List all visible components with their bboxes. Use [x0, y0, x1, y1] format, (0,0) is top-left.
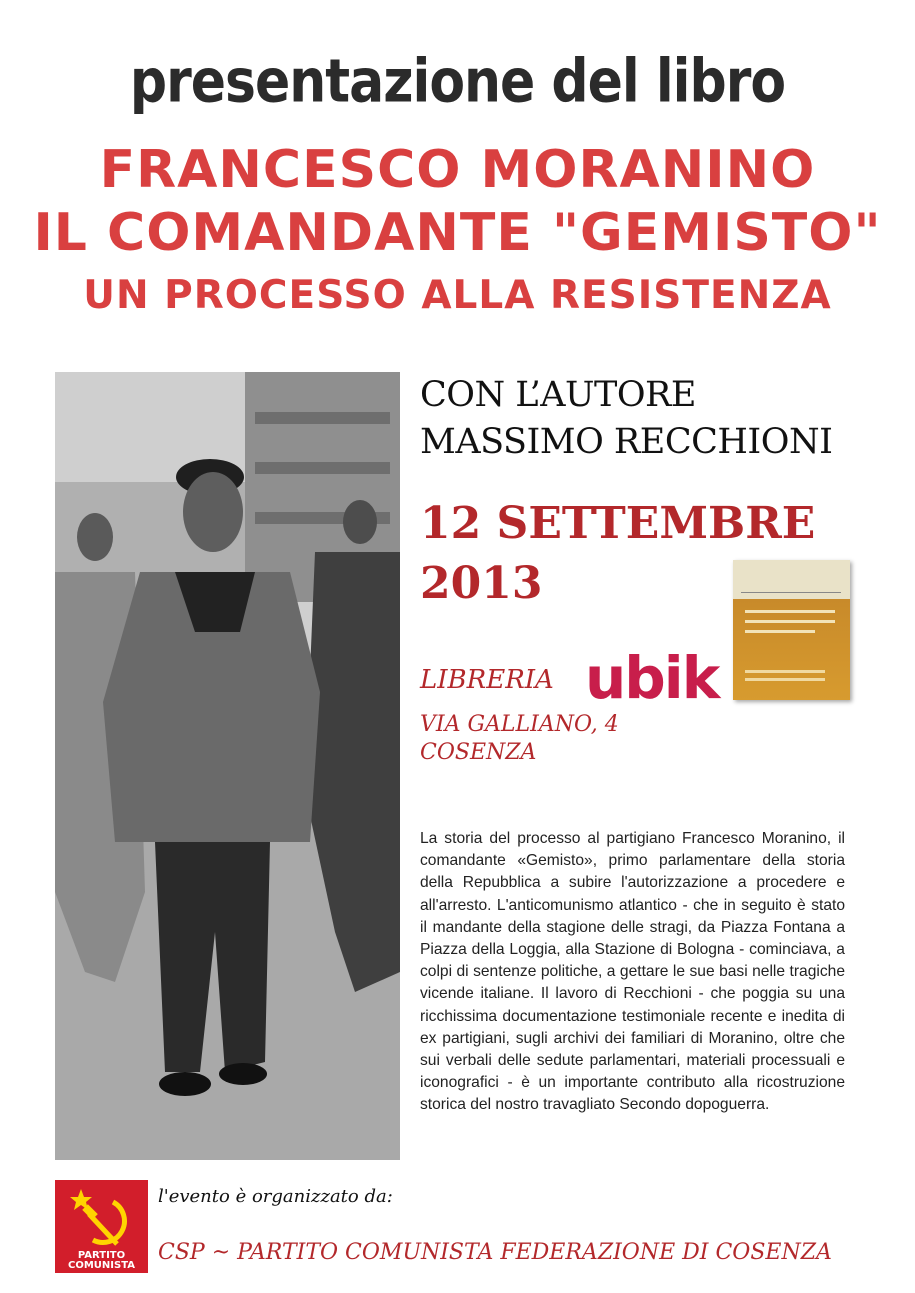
book-title-line-2: IL COMANDANTE "GEMISTO" [33, 203, 882, 263]
logo-text-line-2: COMUNISTA [68, 1260, 135, 1271]
event-date-day-month: 12 SETTEMBRE [420, 498, 816, 549]
book-subtitle: UN PROCESSO ALLA RESISTENZA [83, 273, 832, 318]
event-date-year: 2013 [420, 558, 543, 609]
ubik-logo: ubik [585, 644, 719, 712]
venue-label: LIBRERIA [420, 665, 554, 695]
logo-text-line-1: PARTITO [77, 1250, 126, 1261]
organizer-name: CSP ~ PARTITO COMUNISTA FEDERAZIONE DI COSENZA [158, 1240, 832, 1265]
party-logo [55, 1180, 148, 1273]
book-description: La storia del processo al partigiano Francesco Moranino, il comandante «Gemisto», primo parlamentare della storia della Repubblica a subire l'autorizzazione a procedere e all'arresto. L'anticomunismo atlantico - che in seguito è stato il mandante della stagione delle stragi, da Piazza Fontana a Piazza della Loggia, alla Stazione di Bologna - cominciava, a colpi di sentenze politiche, a gettare le sue basi nelle tragiche vicende italiane. Il lavoro di Recchioni - che poggia su una ricchissima documentazione testimoniale recente e inedita di ex partigiani, sugli archivi dei familiari di Moranino, oltre che sui verbali delle sedute parlamentari, materiali processuali e iconografici - è un importante contributo alla ricostruzione storica del nostro travagliato Secondo dopoguerra. [420, 830, 845, 1114]
book-title-line-1: FRANCESCO MORANINO [99, 140, 816, 200]
venue-city: COSENZA [420, 740, 537, 765]
venue-address: VIA GALLIANO, 4 [420, 712, 619, 737]
author-intro: CON L’AUTORE [420, 375, 696, 415]
organizer-label: l'evento è organizzato da: [158, 1186, 393, 1207]
book-cover-image [733, 560, 850, 700]
author-name: MASSIMO RECCHIONI [420, 422, 833, 462]
historical-photo [55, 372, 400, 1160]
intro-heading: presentazione del libro [129, 47, 786, 117]
